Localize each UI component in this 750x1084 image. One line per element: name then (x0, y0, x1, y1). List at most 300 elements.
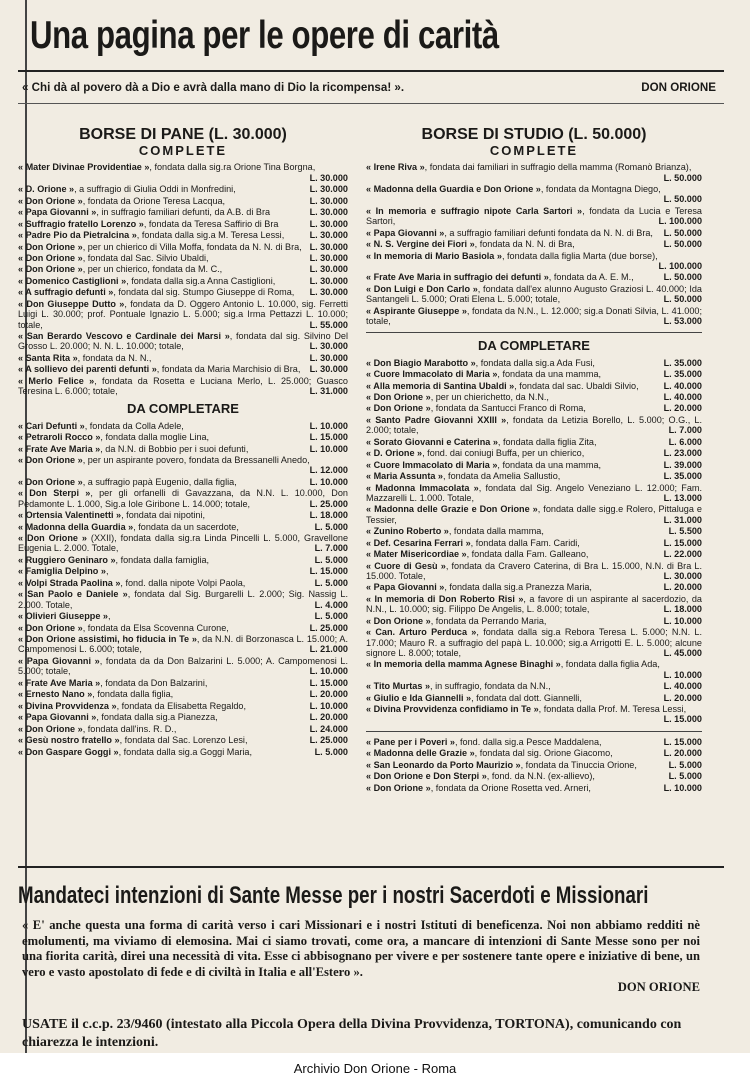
entry-text: , fondata da A. E. M., (548, 272, 634, 283)
entry-amount: L. 55.000 (309, 319, 348, 330)
entry-text: , fondata da Lucia e Teresa Sartori, (366, 205, 702, 227)
donation-entry (366, 681, 702, 691)
donation-entry (18, 162, 348, 183)
donation-entry (366, 771, 702, 781)
donation-entry (18, 196, 348, 206)
donation-entry (18, 353, 348, 363)
entry-amount: L. 20.000 (663, 403, 702, 414)
entry-text: , fondata dal sig. Silvino Del Grosso L. 20.000; N. N. L. 10.000; totale, (18, 331, 348, 352)
entry-amount: L. 100.000 (658, 260, 702, 271)
donation-entry (18, 689, 348, 699)
entry-amount: L. 35.000 (663, 369, 702, 380)
donation-entry (18, 566, 348, 576)
entry-text: , (105, 566, 109, 577)
donation-entry (18, 276, 348, 286)
entry-name: « Olivieri Giuseppe » (18, 611, 108, 622)
bread-complete-label: COMPLETE (138, 143, 228, 158)
entry-text: (XXII), fondata dalla sig.ra Linda Pincelli L. 5.000, Gravellone Eugenia L. 2.000. Totale, (18, 533, 349, 554)
entry-name: « San Paolo e Daniele » (18, 589, 128, 600)
entry-name: « Don Orione » (18, 195, 83, 206)
donation-entry (366, 549, 702, 559)
donation-entry (18, 444, 348, 454)
entry-amount: L. 20.000 (663, 692, 702, 703)
entry-amount: L. 35.000 (663, 471, 702, 482)
entry-amount: L. 40.000 (663, 681, 702, 692)
entry-amount: L. 5.000 (314, 746, 348, 757)
donation-entry (18, 477, 348, 487)
entry-name: « Cuore di Gesù » (366, 560, 446, 571)
bread-column (18, 122, 348, 758)
entry-text: , fondata dalla sig.ra Orione Tina Borgna, (149, 162, 316, 173)
donation-entry (18, 747, 348, 757)
entry-amount: L. 10.000 (663, 669, 702, 680)
donation-entry (18, 589, 348, 610)
entry-text: , fondata dalla mamma, (448, 526, 544, 537)
entry-text: , fondata dalla Fam. Galleano, (466, 549, 589, 560)
entry-name: « D. Orione » (366, 448, 423, 459)
entry-text: , fondata dalla sig.a Anna Castiglioni, (126, 275, 276, 286)
entry-name: « Don Orione » (18, 533, 87, 544)
entry-amount: L. 22.000 (663, 549, 702, 560)
entry-text: , fondata da da Don Balzarini L. 5.000; A. Campomenosi L. 5.000; totale, (18, 655, 348, 677)
entry-name: « Aspirante Giuseppe » (366, 305, 467, 316)
entry-text: , in suffragio, fondata da N.N., (430, 681, 551, 692)
bread-complete-list (18, 162, 348, 396)
donation-entry (366, 403, 702, 413)
entry-amount: L. 30.000 (309, 184, 348, 195)
donation-entry (18, 432, 348, 442)
entry-amount: L. 5.500 (668, 526, 702, 537)
entry-name: « Madonna della Guardia e Don Orione » (366, 184, 541, 195)
donation-entry (18, 735, 348, 745)
donation-entry (366, 704, 702, 725)
donation-entry (18, 724, 348, 734)
entry-amount: L. 5.000 (668, 771, 702, 782)
donation-entry (18, 533, 348, 554)
donation-entry (366, 162, 702, 183)
extra-list (366, 737, 702, 793)
donation-entry (366, 460, 702, 470)
entry-name: « Don Orione » (18, 455, 83, 466)
entry-name: « Papa Giovanni » (18, 207, 97, 218)
entry-name: « Cari Defunti » (18, 420, 85, 431)
study-complete-label: COMPLETE (489, 143, 579, 158)
entry-amount: L. 18.000 (309, 510, 348, 521)
entry-amount: L. 35.000 (663, 357, 702, 368)
entry-amount: L. 30.000 (309, 241, 348, 252)
entry-amount: L. 45.000 (663, 647, 702, 658)
entry-amount: L. 20.000 (663, 582, 702, 593)
entry-name: « Padre Pio da Pietralcina » (18, 230, 137, 241)
entry-name: « Can. Arturo Perduca » (366, 627, 477, 638)
entry-text: , fondata dalla figlia Ada, (560, 659, 660, 670)
entry-name: « Don Giuseppe Dutto » (18, 298, 125, 309)
entry-text: , a suffragio di Giulia Oddi in Monfredini, (74, 184, 236, 195)
entry-name: « Don Orione assistimi, ho fiducia in Te » (18, 634, 197, 645)
entry-name: « Don Orione » (18, 264, 83, 275)
masses-author: DON ORIONE (617, 980, 700, 995)
entry-amount: L. 10.000 (309, 443, 348, 454)
entry-name: « Don Orione » (366, 392, 431, 402)
entry-text: , fondata da Elisabetta Regaldo, (116, 700, 246, 711)
entry-name: « Def. Cesarina Ferrari » (366, 537, 471, 548)
header-rule (18, 70, 724, 72)
entry-name: « Sorato Giovanni e Caterina » (366, 436, 498, 447)
entry-text: , fondata dalla sig.a Ada Fusi, (475, 357, 595, 368)
entry-name: « In memoria della mamma Agnese Binaghi » (366, 659, 561, 670)
donation-entry (18, 510, 348, 520)
entry-name: « Famiglia Delpino » (18, 566, 106, 577)
entry-amount: L. 30.000 (309, 252, 348, 263)
entry-text: , fondata da Rosetta e Luciana Merlo, L. 25.000; Guasco Teresina L. 6.000; totale, (18, 375, 348, 397)
entry-amount: L. 18.000 (663, 604, 702, 615)
donation-entry (18, 555, 348, 565)
donation-entry (366, 239, 702, 249)
donation-entry (366, 284, 702, 305)
entry-amount: L. 10.000 (309, 700, 348, 711)
entry-name: « Don Orione » (18, 476, 83, 487)
entry-text: , a suffragio papà Eugenio, dalla figlia, (82, 476, 237, 487)
entry-amount: L. 50.000 (663, 272, 702, 283)
entry-name: « Don Orione » (18, 723, 83, 734)
entry-text: , fondata dalla Prof. M. Teresa Lessi, (538, 704, 687, 715)
entry-text: , fondata dai nipotini, (121, 510, 206, 521)
donation-entry (18, 678, 348, 688)
entry-text: , fond. dai coniugi Buffa, per un chierico, (422, 448, 585, 459)
entry-amount: L. 4.000 (314, 599, 348, 610)
entry-amount: L. 5.000 (314, 577, 348, 588)
donation-entry (18, 264, 348, 274)
entry-amount: L. 5.000 (314, 611, 348, 622)
entry-amount: L. 20.000 (309, 712, 348, 723)
entry-name: « In memoria di Mario Basiola » (366, 250, 502, 261)
entry-amount: L. 10.000 (663, 782, 702, 793)
entry-name: « Mater Misericordiae » (366, 549, 467, 560)
entry-text: , in suffragio familiari defunti, da A.B. di Bra (96, 207, 271, 218)
entry-name: « Ernesto Nano » (18, 689, 93, 700)
entry-name: « Don Orione » (18, 622, 83, 633)
entry-name: « A sollievo dei parenti defunti » (18, 364, 157, 375)
entry-amount: L. 5.000 (668, 759, 702, 770)
donation-entry (18, 364, 348, 374)
donation-entry (366, 737, 702, 747)
entry-name: « Don Orione » (18, 252, 83, 263)
entry-text: , fondata dal sig. Orione Giacomo, (474, 748, 613, 759)
entry-text: , fondata dalla famiglia, (115, 554, 210, 565)
entry-amount: L. 5.000 (314, 554, 348, 565)
entry-name: « Frate Ave Maria » (18, 677, 101, 688)
entry-amount: L. 50.000 (663, 194, 702, 205)
entry-amount: L. 6.000 (668, 436, 702, 447)
entry-text: , per un chierico, fondata da M. C., (82, 264, 223, 275)
entry-amount: L. 7.000 (314, 543, 348, 554)
entry-text: , fondata dalla sig.a Rebora Teresa L. 5.000; N.N. L. 17.000; Mauro R. a suffragio del papà L. 10.000; sig.a Arrigotti E. L. 5.000; alcune signore L. 8.000; totale, (366, 627, 702, 658)
study-to-complete-list (366, 358, 702, 725)
entry-name: « Divina Provvidenza » (18, 700, 117, 711)
donation-entry (18, 701, 348, 711)
entry-name: « Santa Rita » (18, 352, 78, 363)
entry-name: « Maria Assunta » (366, 471, 443, 482)
entry-name: « Don Orione » (366, 403, 431, 414)
entry-text: , per gli orfanelli di Gavazzana, da N.N. L. 10.000, Don Pedamonte L. 1.000, Sig.a Iole Giribone L. 14.000; totale, (18, 488, 348, 509)
donation-entry (18, 634, 348, 655)
entry-text: , fondata dalla figlia, (92, 689, 174, 700)
entry-name: « Ortensia Valentinetti » (18, 510, 122, 521)
archive-footer: Archivio Don Orione - Roma (293, 1061, 457, 1076)
donation-entry (366, 381, 702, 391)
entry-amount: L. 25.000 (309, 498, 348, 509)
entry-amount: L. 30.000 (309, 264, 348, 275)
masses-text: « E' anche questa una forma di carità verso i cari Missionari e i nostri Istituti di beneficenza. Noi non abbiamo redditi nè emolumenti, ma viviamo di elemosina. Mai ci siamo trovati, come ora, a mancare di intenzioni di Sante Messe sono per noi una fiorita carità, direi una necessità di vita. Esse ci abbisognano per vivere e per sostenere tante opere e iniziative di bene, un vero e vasto apostolato di fede e di civiltà in Italia e all'Estero ». (22, 918, 700, 979)
donation-entry (366, 272, 702, 282)
entry-text: , fondata dalla figlia Zita, (497, 436, 597, 447)
donation-entry (366, 448, 702, 458)
entry-text: , a favore di un aspirante al sacerdozio, da N.N., L. 10.000; sig. Filippo De Angelis, L. 8.000; totale, (366, 593, 702, 615)
entry-name: « Don Orione » (18, 241, 83, 252)
donation-entry (18, 331, 348, 352)
entry-name: « Papa Giovanni » (366, 227, 445, 238)
study-to-complete-label: DA COMPLETARE (478, 338, 590, 354)
donation-entry (366, 251, 702, 272)
entry-amount: L. 40.000 (663, 392, 702, 402)
donation-entry (366, 627, 702, 658)
entry-amount: L. 50.000 (663, 227, 702, 238)
masses-appeal (22, 918, 700, 996)
entry-text: , fondata da Cravero Caterina, di Bra L. 15.000, N.N. di Bra L. 15.000. Totale, (366, 560, 702, 581)
donation-entry (366, 748, 702, 758)
entry-amount: L. 15.000 (663, 714, 702, 725)
donation-entry (18, 253, 348, 263)
entry-name: « San Berardo Vescovo e Cardinale dei Marsi » (18, 331, 230, 341)
entry-name: « Don Sterpi » (18, 488, 91, 499)
entry-name: « Madonna della Guardia » (18, 521, 134, 532)
entry-text: , fondata da N. N. di Bra, (474, 239, 575, 250)
entry-amount: L. 25.000 (309, 735, 348, 746)
entry-text: , fondata dalla sig.a Goggi Maria, (118, 746, 253, 757)
entry-amount: L. 20.000 (663, 748, 702, 759)
entry-name: « Cuore Immacolato di Maria » (366, 369, 498, 380)
entry-text: , per un chierichetto, da N.N., (430, 392, 549, 402)
donation-entry (366, 693, 702, 703)
entry-amount: L. 30.000 (309, 364, 348, 375)
entry-name: « In memoria e suffragio nipote Carla Sartori » (366, 205, 583, 216)
entry-amount: L. 20.000 (309, 689, 348, 700)
donation-entry (18, 230, 348, 240)
entry-amount: L. 15.000 (663, 736, 702, 747)
entry-name: « Frate Ave Maria » (18, 443, 101, 454)
entry-text: , da N.N. di Bobbio per i suoi defunti, (100, 443, 249, 454)
entry-name: « Don Luigi e Don Carlo » (366, 283, 478, 294)
study-divider-2 (366, 731, 702, 732)
entry-text: , fondata dal dott. Giannelli, (471, 692, 582, 703)
entry-amount: L. 39.000 (663, 459, 702, 470)
donation-entry (366, 228, 702, 238)
entry-text: , fond. da N.N. (ex-allievo), (486, 771, 595, 782)
entry-name: « Mater Divinae Providentiae » (18, 162, 150, 173)
donation-entry (366, 306, 702, 327)
entry-text: , fondata da N. N., (77, 352, 152, 363)
entry-text: , fondata dal Sac. Lorenzo Lesi, (119, 735, 248, 746)
donation-entry (366, 392, 702, 402)
bread-to-complete-list (18, 421, 348, 757)
entry-name: « Don Orione e Don Sterpi » (366, 771, 487, 782)
masses-rule (18, 866, 724, 868)
entry-amount: L. 10.000 (309, 476, 348, 487)
entry-text: , fondata da una mamma, (497, 459, 602, 470)
donation-entry (18, 299, 348, 330)
bread-heading: BORSE DI PANE (L. 30.000) (79, 126, 287, 143)
donation-entry (18, 207, 348, 217)
entry-text: , fondata da Don Balzarini, (100, 677, 208, 688)
entry-text: , fondata da una mamma, (497, 369, 602, 380)
entry-text: , fondata dal Sig. Burgarelli L. 2.000; Sig. Nassig L. 2.000. Totale, (18, 589, 348, 610)
entry-amount: L. 40.000 (663, 380, 702, 391)
donation-entry (18, 287, 348, 297)
entry-amount: L. 30.000 (309, 352, 348, 363)
entry-name: « Suffragio fratello Lorenzo » (18, 218, 144, 229)
entry-text: , fondata dall'ins. R. D., (82, 723, 177, 734)
donation-entry (18, 421, 348, 431)
entry-amount: L. 30.000 (309, 230, 348, 241)
entry-amount: L. 100.000 (658, 216, 702, 227)
masses-heading: Mandateci intenzioni di Sante Messe per i nostri Sacerdoti e Missionari (18, 882, 649, 909)
entry-name: « Papa Giovanni » (18, 655, 100, 666)
entry-name: « Pane per i Poveri » (366, 736, 455, 747)
entry-name: « Gesù nostro fratello » (18, 735, 120, 746)
donation-entry (18, 578, 348, 588)
study-heading: BORSE DI STUDIO (L. 50.000) (421, 126, 647, 143)
entry-text: , fondata da un sacerdote, (133, 521, 239, 532)
donation-entry (366, 760, 702, 770)
entry-amount: L. 10.000 (309, 666, 348, 677)
entry-amount: L. 50.000 (663, 239, 702, 250)
donation-entry (18, 242, 348, 252)
donation-entry (366, 659, 702, 680)
entry-amount: L. 50.000 (663, 172, 702, 183)
entry-text: , da N.N. di Borzonasca L. 15.000; A. Campomenosi L. 6.000; totale, (18, 634, 348, 655)
entry-name: « In memoria di Don Roberto Risi » (366, 593, 524, 604)
donation-entry (18, 623, 348, 633)
entry-text: , fond. dalla sig.a Pesce Maddalena, (454, 736, 602, 747)
donation-entry (366, 358, 702, 368)
entry-text: , fondata da D. Oggero Antonio L. 10.000, sig. Ferretti Luigi L. 30.000; prof. Pontuale Ignazio L. 5.000; sig.a Irma Pettazzi L. 10.000; totale, (18, 298, 348, 330)
entry-amount: L. 15.000 (663, 537, 702, 548)
entry-amount: L. 53.000 (663, 315, 702, 326)
entry-name: « A suffragio defunti » (18, 287, 114, 298)
entry-amount: L. 15.000 (309, 432, 348, 443)
entry-amount: L. 13.000 (663, 492, 702, 503)
donation-entry (366, 594, 702, 615)
entry-text: , fondata da Orione Teresa Lacqua, (82, 195, 226, 206)
entry-amount: L. 30.000 (309, 218, 348, 229)
donation-entry (18, 184, 348, 194)
donation-entry (366, 437, 702, 447)
entry-name: « Madonna Immacolata » (366, 482, 479, 493)
entry-amount: L. 30.000 (309, 172, 348, 183)
entry-text: , fondata da Montagna Diego, (540, 184, 661, 195)
entry-text: , fondata dalla sig.a M. Teresa Lessi, (136, 230, 285, 241)
donation-entry (366, 471, 702, 481)
donation-entry (366, 538, 702, 548)
donation-entry (18, 488, 348, 509)
entry-text: , fondata dall'ex alunno Augusto Graziosi L. 40.000; Ida Santangeli L. 5.000; Orati Elena L. 5.000; totale, (366, 283, 702, 305)
entry-text: , fondata dalla sig.a Pianezza, (96, 712, 218, 723)
entry-text: , per un aspirante povero, fondata da Bressanelli Anedo, (82, 455, 310, 466)
entry-amount: L. 24.000 (309, 723, 348, 734)
entry-text: , fondata dal Sig. Angelo Veneziano L. 12.000; Fam. Mazzarelli L. 1.000. Totale, (366, 482, 702, 503)
entry-text: , fondata da Colla Adele, (84, 420, 184, 431)
entry-amount: L. 30.000 (309, 275, 348, 286)
entry-name: « Madonna delle Grazie e Don Orione » (366, 504, 538, 515)
entry-amount: L. 5.000 (314, 521, 348, 532)
entry-text: , per un chierico di Villa Moffa, fondata da N. N. di Bra, (82, 241, 302, 252)
entry-text: , fondata dalle sigg.e Rolero, Pittaluga e Tessier, (366, 504, 702, 525)
entry-text: , fondata da Elsa Scovenna Curone, (82, 622, 229, 633)
entry-text: , fondata da Santucci Franco di Roma, (430, 403, 586, 414)
entry-text: , fondata da Perrando Maria, (430, 615, 547, 626)
entry-name: « Papa Giovanni » (366, 582, 445, 593)
donation-entry (18, 712, 348, 722)
entry-name: « Don Orione » (366, 615, 431, 626)
entry-name: « Irene Riva » (366, 162, 425, 173)
entry-name: « San Leonardo da Porto Maurizio » (366, 759, 521, 770)
entry-name: « Santo Padre Giovanni XXIII » (366, 414, 507, 425)
study-divider (366, 332, 702, 333)
study-column (366, 122, 702, 794)
entry-text: , (107, 611, 111, 622)
page-title: Una pagina per le opere di carità (30, 14, 499, 57)
entry-name: « Alla memoria di Santina Ubaldi » (366, 380, 515, 391)
donation-entry (366, 561, 702, 582)
header-author: DON ORIONE (641, 81, 716, 94)
donation-entry (18, 455, 348, 476)
entry-name: « Don Gaspare Goggi » (18, 746, 119, 757)
entry-name: « Cuore Immacolato di Maria » (366, 459, 498, 470)
entry-name: « Tito Murtas » (366, 681, 431, 692)
entry-name: « Volpi Strada Paolina » (18, 577, 121, 588)
entry-name: « Divina Provvidenza confidiamo in Te » (366, 704, 539, 715)
entry-text: , fondata da N.N., L. 12.000; sig.a Donati Silvia, L. 41.000; totale, (366, 305, 702, 326)
entry-amount: L. 31.000 (309, 386, 348, 397)
donation-entry (366, 369, 702, 379)
entry-name: « Merlo Felice » (18, 375, 95, 386)
entry-name: « Petraroli Rocco » (18, 432, 101, 443)
entry-amount: L. 31.000 (663, 514, 702, 525)
entry-text: , fondata da Amelia Sallustio, (443, 471, 561, 482)
entry-amount: L. 7.000 (668, 425, 702, 436)
entry-text: , fondata da Orione Rosetta ved. Arneri, (430, 782, 591, 793)
entry-text: , fondata da Teresa Saffirio di Bra (143, 218, 279, 229)
entry-amount: L. 30.000 (309, 207, 348, 218)
donation-entry (366, 483, 702, 504)
donation-entry (18, 611, 348, 621)
entry-amount: L. 25.000 (309, 622, 348, 633)
entry-text: , fondata da Letizia Borello, L. 5.000; O.G., L. 2.000; totale, (366, 414, 702, 436)
entry-amount: L. 30.000 (309, 341, 348, 352)
donation-entry (18, 219, 348, 229)
donation-entry (18, 656, 348, 677)
entry-amount: L. 30.000 (663, 571, 702, 581)
entry-name: « Domenico Castiglioni » (18, 275, 127, 286)
donation-entry (366, 206, 702, 227)
entry-amount: L. 23.000 (663, 448, 702, 459)
bread-to-complete-label: DA COMPLETARE (127, 401, 239, 417)
entry-text: , fondata dalla figlia Marta (due borse), (501, 250, 658, 261)
entry-name: « Giulio e Ida Giannelli » (366, 692, 472, 703)
entry-amount: L. 30.000 (309, 287, 348, 298)
entry-name: « D. Orione » (18, 184, 75, 195)
entry-name: « Frate Ave Maria in suffragio dei defunti » (366, 272, 549, 283)
